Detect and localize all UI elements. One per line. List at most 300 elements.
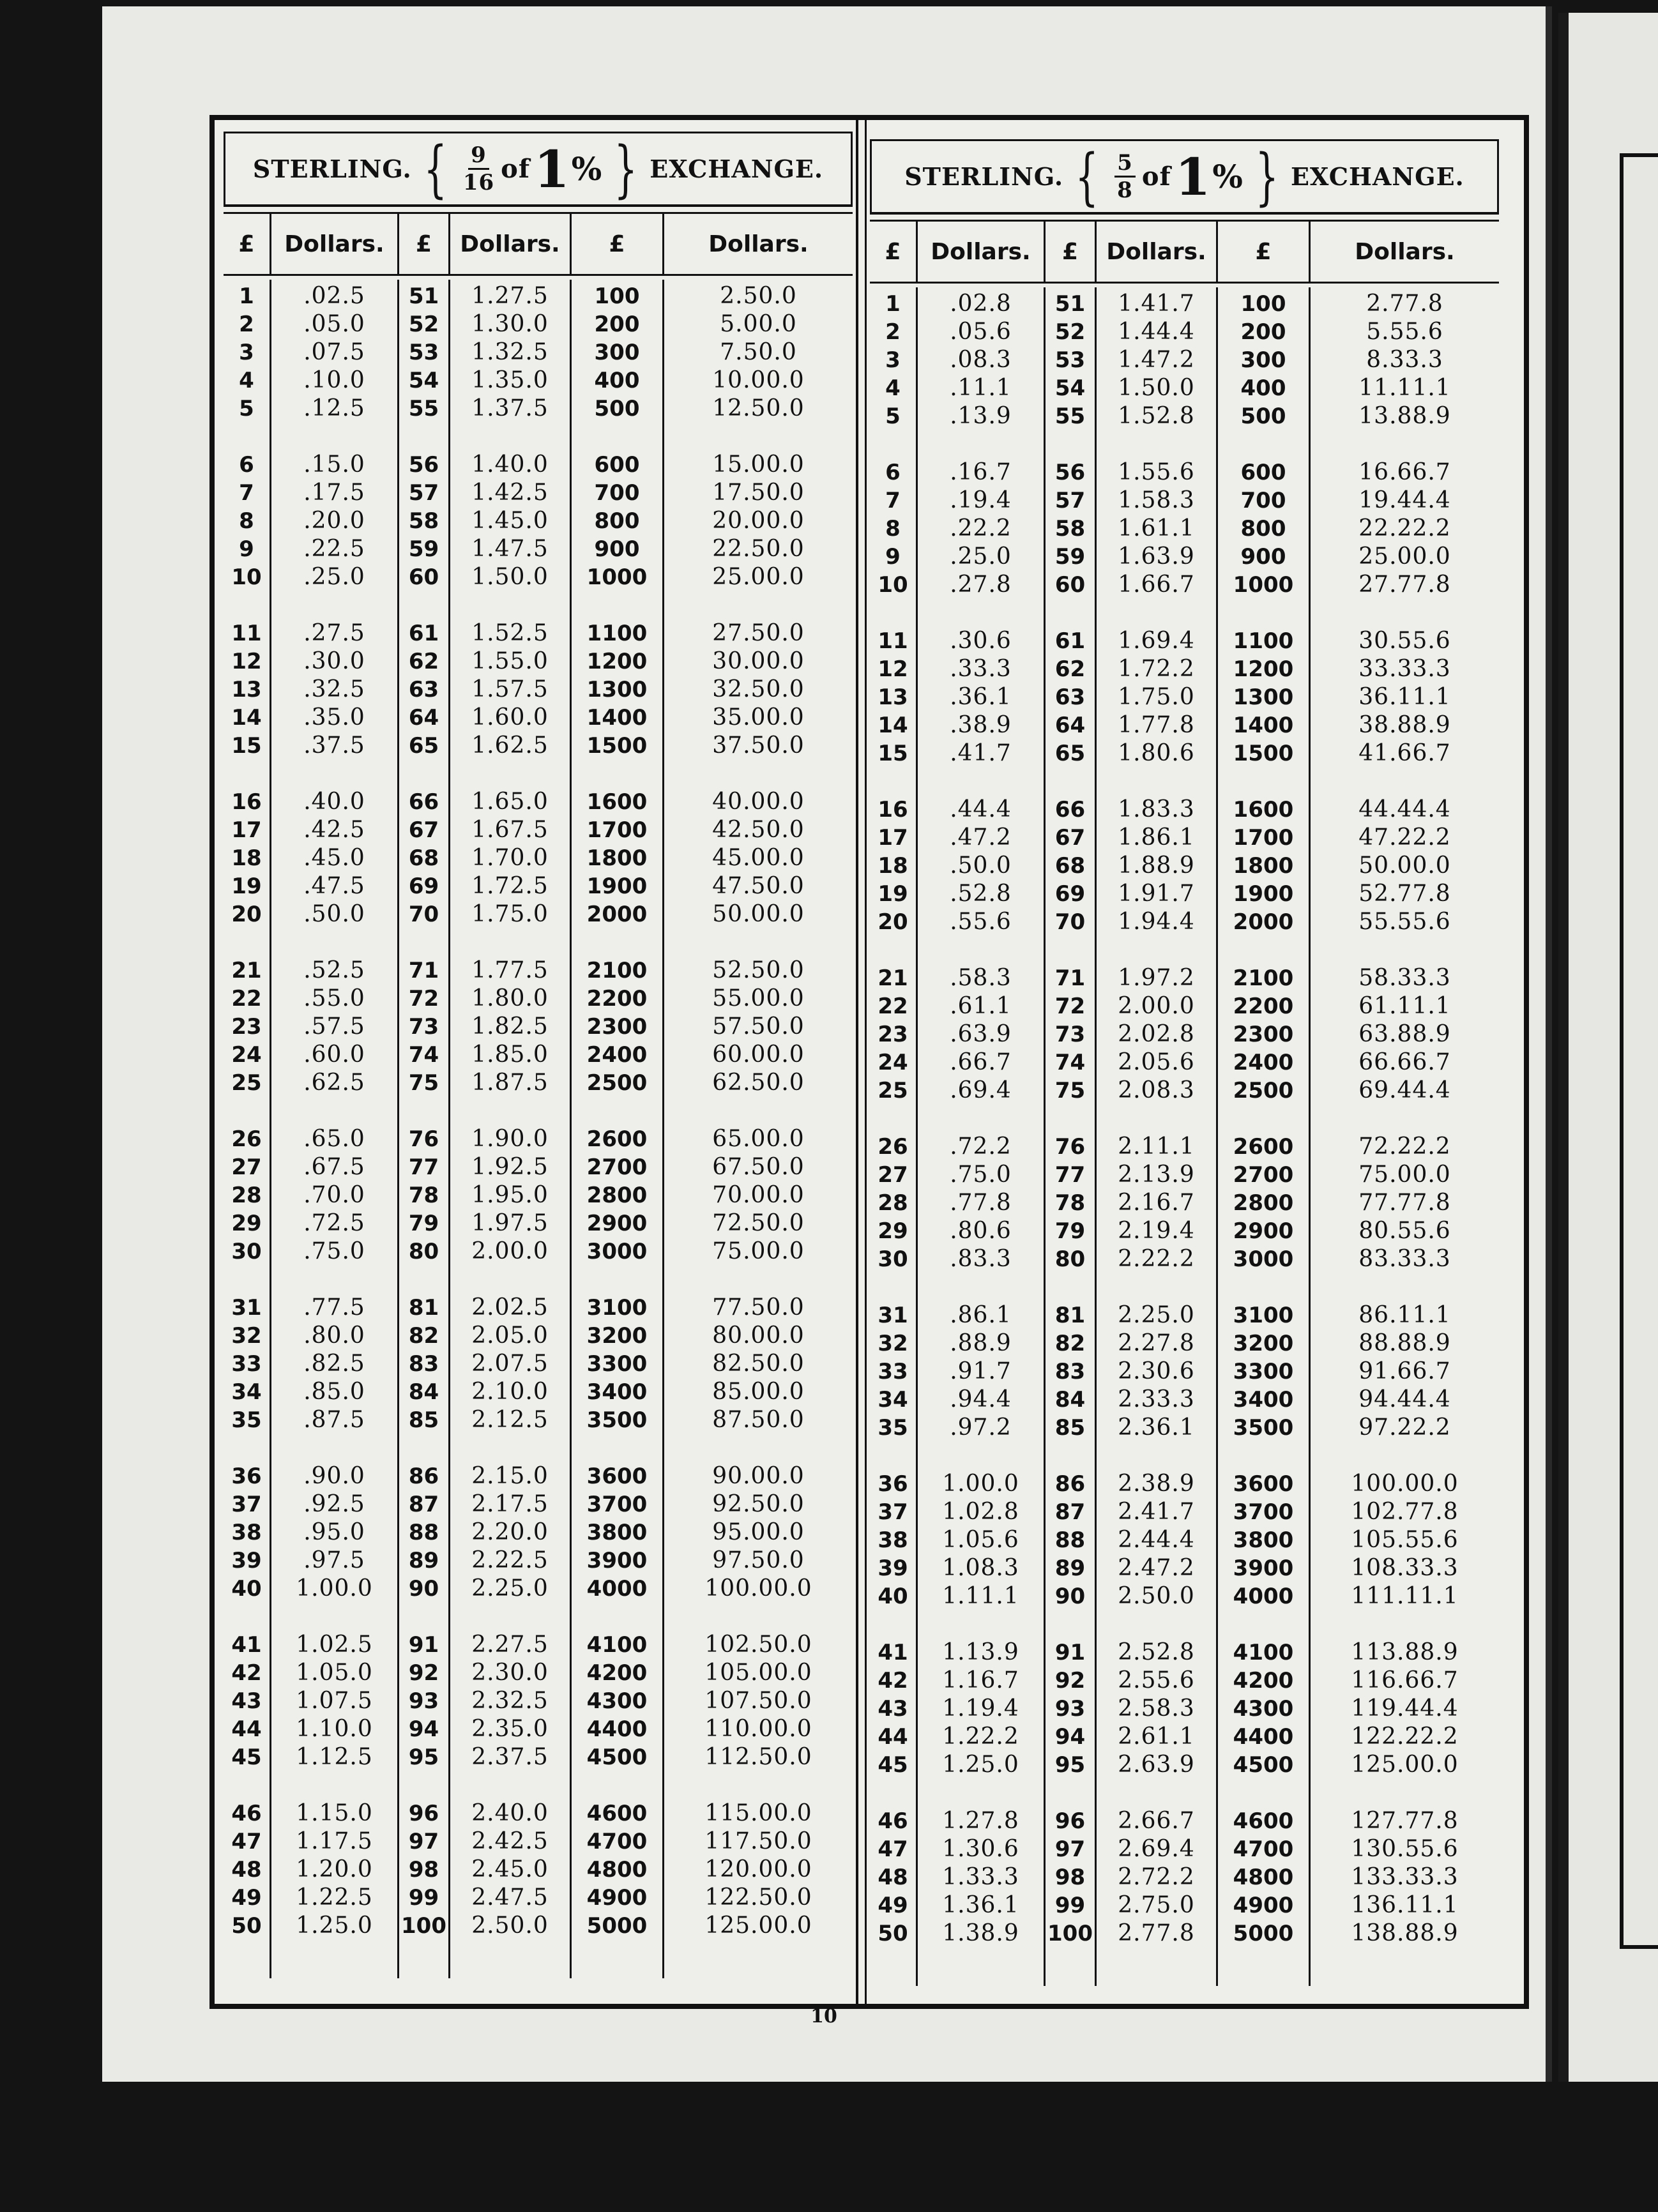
pounds-cell: 4900: [1233, 1893, 1294, 1918]
dollars-cell: .22.2: [950, 515, 1012, 542]
dollars-cell: 1.27.5: [471, 283, 549, 309]
dollars-cell: 2.22.2: [1118, 1246, 1195, 1272]
group-spacer: [399, 1603, 448, 1631]
dollars-cell: 94.44.4: [1358, 1386, 1451, 1413]
group-spacer: [870, 1610, 916, 1639]
dollars-cell: 2.50.0: [1118, 1583, 1195, 1609]
pounds-cell: 4100: [586, 1632, 648, 1658]
pounds-cell: 3900: [586, 1548, 648, 1573]
group-spacer: [224, 760, 270, 788]
pounds-cell: 88: [408, 1520, 439, 1545]
col-header-dollars: Dollars.: [1097, 222, 1218, 282]
pounds-cell: 100: [401, 1913, 446, 1939]
pounds-cell: 29: [231, 1211, 262, 1236]
dollars-cell: .83.3: [950, 1246, 1012, 1272]
dollars-cell: 80.55.6: [1358, 1218, 1451, 1244]
dollars-cell: 2.44.4: [1118, 1527, 1195, 1553]
dollars-cell: 20.00.0: [712, 508, 805, 534]
pounds-cell: 65: [1054, 741, 1086, 766]
fraction-denominator: 16: [462, 170, 495, 195]
dollars-cell: .07.5: [303, 339, 365, 365]
pounds-cell: 45: [231, 1745, 262, 1770]
pounds-cell: 41: [231, 1632, 262, 1658]
pounds-cell: 4200: [1233, 1668, 1294, 1693]
pounds-cell: 92: [408, 1660, 439, 1686]
group-spacer: [1218, 1442, 1309, 1470]
pounds-cell: 5: [239, 396, 254, 421]
group-spacer: [399, 1434, 448, 1462]
pounds-cell: 19: [231, 874, 262, 899]
dollars-cell: .67.5: [303, 1154, 365, 1180]
pounds-cell: 52: [408, 312, 439, 337]
dollars-cell: .41.7: [950, 740, 1012, 766]
pounds-cell: 71: [1054, 966, 1086, 991]
pounds-cell: 1100: [586, 621, 648, 646]
dollars-cell: .72.5: [303, 1210, 365, 1236]
pounds-cell: 1200: [586, 649, 648, 674]
dollars-cell: 2.27.5: [471, 1632, 549, 1658]
dollars-cell: 2.77.8: [1366, 291, 1443, 317]
pounds-cell: 39: [878, 1556, 908, 1581]
dollars-cell: 1.67.5: [471, 817, 549, 843]
dollars-cell: 72.22.2: [1358, 1133, 1451, 1160]
group-spacer: [1097, 1610, 1216, 1639]
dollars-cell: 115.00.0: [704, 1800, 812, 1826]
dollars-cell: 1.05.6: [942, 1527, 1019, 1553]
dollars-cell: 37.50.0: [712, 732, 805, 759]
pounds-cell: 89: [1054, 1556, 1086, 1581]
dollars-cell: 2.22.5: [471, 1547, 549, 1573]
group-spacer: [572, 591, 662, 619]
pounds-cell: 12: [878, 656, 908, 682]
dollars-cell: 1.15.0: [296, 1800, 373, 1826]
pounds-cell: 1500: [586, 733, 648, 759]
exchange-table-9-16: [224, 132, 853, 1990]
pounds-cell: 1100: [1233, 628, 1294, 654]
pounds-cell: 5000: [586, 1913, 648, 1939]
group-spacer: [1046, 768, 1095, 796]
dollars-cell: 2.41.7: [1118, 1499, 1195, 1525]
pounds-cell: 13: [231, 677, 262, 702]
col-header-pounds: £: [572, 214, 664, 274]
group-spacer: [399, 760, 448, 788]
dollars-cell: .77.8: [950, 1190, 1012, 1216]
pounds-cell: 3100: [586, 1295, 648, 1321]
group-spacer: [664, 928, 853, 957]
pounds-cell: 2500: [586, 1070, 648, 1096]
fraction-denominator: 8: [1117, 178, 1133, 203]
pounds-cell: 3300: [1233, 1359, 1294, 1384]
header-prefix: STERLING.: [252, 155, 412, 183]
group-spacer: [450, 760, 570, 788]
dollars-cell: .69.4: [950, 1077, 1012, 1103]
dollars-cell: .58.3: [950, 965, 1012, 991]
pounds-cell: 22: [878, 994, 908, 1019]
dollars-cell: 86.11.1: [1358, 1302, 1451, 1328]
pounds-cell: 67: [408, 817, 439, 843]
group-spacer: [399, 928, 448, 957]
group-spacer: [1097, 1273, 1216, 1301]
pounds-cell: 87: [408, 1492, 439, 1517]
pounds-cell: 32: [231, 1323, 262, 1349]
dollars-cell: 77.50.0: [712, 1294, 805, 1321]
dollars-cell: 1.80.0: [471, 985, 549, 1011]
dollars-column: [918, 287, 1046, 1986]
dollars-cell: 35.00.0: [712, 704, 805, 731]
dollars-cell: .27.8: [950, 572, 1012, 598]
pounds-cell: 97: [408, 1829, 439, 1854]
pounds-cell: 1500: [1233, 741, 1294, 766]
pounds-cell: 4500: [1233, 1752, 1294, 1778]
dollars-cell: 2.25.0: [1118, 1302, 1195, 1328]
pounds-column: [399, 280, 450, 1978]
dollars-cell: 108.33.3: [1351, 1555, 1459, 1581]
dollars-cell: 2.50.0: [471, 1913, 549, 1939]
dollars-cell: 127.77.8: [1351, 1808, 1459, 1834]
pounds-cell: 2100: [1233, 966, 1294, 991]
group-spacer: [224, 1771, 270, 1799]
dollars-cell: 2.77.8: [1118, 1920, 1195, 1946]
pounds-cell: 62: [1054, 656, 1086, 682]
dollars-cell: 1.42.5: [471, 480, 549, 506]
rate-fraction: [1114, 150, 1136, 203]
dollars-cell: 1.33.3: [942, 1864, 1019, 1890]
group-spacer: [271, 423, 397, 451]
group-spacer: [399, 423, 448, 451]
dollars-cell: 63.88.9: [1358, 1021, 1451, 1047]
pounds-cell: 2400: [1233, 1050, 1294, 1075]
group-spacer: [918, 768, 1044, 796]
pounds-cell: 14: [231, 705, 262, 731]
pounds-cell: 43: [231, 1688, 262, 1714]
pounds-cell: 4000: [586, 1576, 648, 1602]
pounds-cell: 74: [408, 1042, 439, 1068]
dollars-cell: 117.50.0: [704, 1828, 812, 1854]
pounds-cell: 44: [231, 1716, 262, 1742]
pounds-cell: 4700: [586, 1829, 648, 1854]
dollars-cell: 5.55.6: [1366, 319, 1443, 345]
pounds-cell: 15: [878, 741, 908, 766]
pounds-cell: 40: [231, 1576, 262, 1602]
pounds-cell: 36: [878, 1471, 908, 1497]
pounds-cell: 4200: [586, 1660, 648, 1686]
dollars-cell: 61.11.1: [1358, 993, 1451, 1019]
dollars-cell: 75.00.0: [712, 1238, 805, 1264]
group-spacer: [664, 1771, 853, 1799]
pounds-cell: 61: [408, 621, 439, 646]
dollars-cell: 97.22.2: [1358, 1414, 1451, 1441]
dollars-cell: 87.50.0: [712, 1407, 805, 1433]
facing-table-edge: [1620, 153, 1658, 1949]
pounds-cell: 63: [1054, 685, 1086, 710]
pounds-cell: 77: [1054, 1162, 1086, 1188]
dollars-cell: 1.50.0: [471, 564, 549, 590]
pounds-cell: 34: [878, 1387, 908, 1413]
pounds-cell: 75: [1054, 1078, 1086, 1103]
dollars-cell: 1.00.0: [942, 1471, 1019, 1497]
pounds-cell: 700: [1240, 488, 1286, 513]
dollars-cell: .63.9: [950, 1021, 1012, 1047]
dollars-cell: 33.33.3: [1358, 656, 1451, 682]
dollars-cell: .70.0: [303, 1182, 365, 1208]
dollars-cell: 82.50.0: [712, 1351, 805, 1377]
group-spacer: [271, 1266, 397, 1294]
pounds-cell: 84: [1054, 1387, 1086, 1413]
group-spacer: [1311, 430, 1499, 458]
pounds-cell: 1400: [586, 705, 648, 731]
dollars-cell: 1.40.0: [471, 451, 549, 478]
pounds-cell: 86: [408, 1464, 439, 1489]
dollars-cell: .30.0: [303, 648, 365, 674]
group-spacer: [1046, 1273, 1095, 1301]
pounds-cell: 48: [878, 1865, 908, 1890]
pounds-cell: 77: [408, 1155, 439, 1180]
group-spacer: [1311, 768, 1499, 796]
pounds-cell: 50: [231, 1913, 262, 1939]
pounds-cell: 82: [408, 1323, 439, 1349]
group-spacer: [224, 928, 270, 957]
pounds-cell: 35: [231, 1407, 262, 1433]
pounds-cell: 4600: [586, 1801, 648, 1826]
pounds-cell: 2300: [1233, 1022, 1294, 1047]
dollars-cell: 44.44.4: [1358, 796, 1451, 822]
dollars-cell: .80.6: [950, 1218, 1012, 1244]
pounds-cell: 57: [408, 480, 439, 506]
pounds-cell: 2200: [586, 986, 648, 1011]
dollars-cell: 47.50.0: [712, 873, 805, 899]
pounds-cell: 2100: [586, 958, 648, 983]
pounds-cell: 79: [408, 1211, 439, 1236]
pounds-cell: 51: [408, 284, 439, 309]
pounds-cell: 27: [878, 1162, 908, 1188]
dollars-cell: 77.77.8: [1358, 1190, 1451, 1216]
dollars-cell: 119.44.4: [1351, 1695, 1459, 1722]
pounds-cell: 66: [1054, 797, 1086, 822]
dollars-cell: .77.5: [303, 1294, 365, 1321]
column-headers: [870, 220, 1499, 284]
pounds-cell: 96: [408, 1801, 439, 1826]
percent-sign: %: [571, 150, 603, 188]
pounds-cell: 80: [408, 1239, 439, 1264]
dollars-cell: 72.50.0: [712, 1210, 805, 1236]
header-of: of: [1141, 162, 1171, 192]
pounds-cell: 600: [594, 452, 640, 478]
dollars-cell: 41.66.7: [1358, 740, 1451, 766]
pounds-cell: 2700: [586, 1155, 648, 1180]
dollars-cell: 22.22.2: [1358, 515, 1451, 542]
dollars-cell: .95.0: [303, 1519, 365, 1545]
pounds-cell: 1000: [586, 564, 648, 590]
pounds-cell: 2800: [586, 1183, 648, 1208]
dollars-cell: .05.0: [303, 311, 365, 337]
dollars-cell: 2.50.0: [720, 283, 797, 309]
pounds-cell: 86: [1054, 1471, 1086, 1497]
dollars-cell: 2.00.0: [1118, 993, 1195, 1019]
pounds-cell: 1800: [1233, 853, 1294, 879]
pounds-cell: 5: [885, 404, 901, 429]
pounds-cell: 1700: [1233, 825, 1294, 851]
pounds-cell: 4100: [1233, 1640, 1294, 1665]
pounds-cell: 53: [1054, 347, 1086, 373]
percent-sign: %: [1212, 158, 1244, 195]
pounds-cell: 1300: [586, 677, 648, 702]
dollars-cell: 55.55.6: [1358, 909, 1451, 935]
pounds-cell: 69: [1054, 881, 1086, 907]
group-spacer: [271, 1434, 397, 1462]
pounds-cell: 2: [885, 319, 901, 345]
dollars-cell: .35.0: [303, 704, 365, 731]
pounds-cell: 2000: [1233, 909, 1294, 935]
pounds-cell: 40: [878, 1584, 908, 1609]
group-spacer: [870, 768, 916, 796]
page-number: 10: [810, 2005, 837, 2027]
pounds-cell: 4: [239, 368, 254, 393]
pounds-cell: 2600: [1233, 1134, 1294, 1160]
dollars-cell: .16.7: [950, 459, 1012, 485]
dollars-cell: 75.00.0: [1358, 1162, 1451, 1188]
pounds-cell: 49: [878, 1893, 908, 1918]
dollars-cell: .80.0: [303, 1322, 365, 1349]
pounds-cell: 89: [408, 1548, 439, 1573]
pounds-cell: 42: [231, 1660, 262, 1686]
dollars-cell: .55.0: [303, 985, 365, 1011]
pounds-cell: 9: [885, 544, 901, 570]
pounds-cell: 1600: [1233, 797, 1294, 822]
group-spacer: [1097, 430, 1216, 458]
pounds-cell: 200: [1240, 319, 1286, 345]
pounds-cell: 3000: [1233, 1246, 1294, 1272]
dollars-cell: 50.00.0: [712, 901, 805, 927]
pounds-cell: 84: [408, 1379, 439, 1405]
pounds-cell: 26: [231, 1126, 262, 1152]
pounds-cell: 78: [408, 1183, 439, 1208]
dollars-cell: 1.47.2: [1118, 347, 1195, 373]
dollars-cell: .97.5: [303, 1547, 365, 1573]
pounds-cell: 3: [885, 347, 901, 373]
group-spacer: [1097, 1779, 1216, 1807]
dollars-cell: 2.40.0: [471, 1800, 549, 1826]
dollars-cell: 22.50.0: [712, 536, 805, 562]
dollars-column: [1097, 287, 1218, 1986]
col-header-dollars: Dollars.: [918, 222, 1046, 282]
group-spacer: [572, 760, 662, 788]
pounds-cell: 83: [1054, 1359, 1086, 1384]
group-spacer: [1218, 1105, 1309, 1133]
pounds-cell: 3800: [1233, 1527, 1294, 1553]
dollars-cell: 1.37.5: [471, 395, 549, 421]
pounds-cell: 56: [408, 452, 439, 478]
group-spacer: [450, 423, 570, 451]
dollars-cell: .45.0: [303, 845, 365, 871]
dollars-cell: .27.5: [303, 620, 365, 646]
dollars-cell: .38.9: [950, 712, 1012, 738]
pounds-cell: 20: [231, 902, 262, 927]
dollars-cell: 1.13.9: [942, 1639, 1019, 1665]
pounds-cell: 4600: [1233, 1808, 1294, 1834]
dollars-cell: .40.0: [303, 789, 365, 815]
dollars-cell: 1.91.7: [1118, 881, 1195, 907]
dollars-cell: .97.2: [950, 1414, 1012, 1441]
dollars-cell: 2.37.5: [471, 1744, 549, 1770]
pounds-cell: 1900: [586, 874, 648, 899]
pounds-cell: 400: [1240, 375, 1286, 401]
dollars-cell: 130.55.6: [1351, 1836, 1459, 1862]
pounds-column: [870, 287, 918, 1986]
group-spacer: [450, 928, 570, 957]
dollars-cell: .87.5: [303, 1407, 365, 1433]
dollars-cell: 2.30.0: [471, 1660, 549, 1686]
pounds-cell: 73: [408, 1014, 439, 1040]
pounds-cell: 70: [1054, 909, 1086, 935]
left-brace-icon: {: [1075, 140, 1099, 213]
pounds-cell: 4400: [586, 1716, 648, 1742]
pounds-cell: 33: [231, 1351, 262, 1377]
pounds-cell: 82: [1054, 1331, 1086, 1356]
pounds-cell: 6: [885, 460, 901, 485]
dollars-cell: 8.33.3: [1366, 347, 1443, 373]
dollars-column: [1311, 287, 1499, 1986]
dollars-cell: 1.50.0: [1118, 375, 1195, 401]
dollars-cell: 122.22.2: [1351, 1723, 1459, 1750]
pounds-cell: 100: [594, 284, 640, 309]
pounds-cell: 70: [408, 902, 439, 927]
dollars-cell: 1.75.0: [1118, 684, 1195, 710]
pounds-cell: 1: [885, 291, 901, 317]
group-spacer: [271, 760, 397, 788]
dollars-cell: .20.0: [303, 508, 365, 534]
group-spacer: [271, 928, 397, 957]
group-spacer: [1046, 936, 1095, 964]
col-header-pounds: £: [1218, 222, 1311, 282]
pounds-cell: 25: [878, 1078, 908, 1103]
pounds-cell: 15: [231, 733, 262, 759]
pounds-cell: 3800: [586, 1520, 648, 1545]
dollars-cell: 1.47.5: [471, 536, 549, 562]
pounds-cell: 62: [408, 649, 439, 674]
pounds-cell: 21: [231, 958, 262, 983]
pounds-cell: 900: [594, 536, 640, 562]
pounds-cell: 22: [231, 986, 262, 1011]
pounds-cell: 3400: [586, 1379, 648, 1405]
header-one: 1: [534, 139, 570, 199]
pounds-cell: 1600: [586, 789, 648, 815]
pounds-cell: 90: [1054, 1584, 1086, 1609]
pounds-cell: 3: [239, 340, 254, 365]
dollars-cell: 2.32.5: [471, 1688, 549, 1714]
fraction-numerator: 5: [1114, 150, 1136, 178]
dollars-cell: 2.52.8: [1118, 1639, 1195, 1665]
dollars-cell: 105.00.0: [704, 1660, 812, 1686]
pounds-cell: 46: [231, 1801, 262, 1826]
dollars-cell: 1.32.5: [471, 339, 549, 365]
pounds-cell: 4700: [1233, 1837, 1294, 1862]
pounds-cell: 2300: [586, 1014, 648, 1040]
pounds-cell: 11: [878, 628, 908, 654]
dollars-cell: .13.9: [950, 403, 1012, 429]
pounds-cell: 38: [878, 1527, 908, 1553]
dollars-cell: 17.50.0: [712, 480, 805, 506]
dollars-cell: 136.11.1: [1351, 1892, 1459, 1918]
pounds-cell: 60: [408, 564, 439, 590]
group-spacer: [1218, 1779, 1309, 1807]
pounds-cell: 2: [239, 312, 254, 337]
pounds-cell: 85: [1054, 1415, 1086, 1441]
pounds-cell: 92: [1054, 1668, 1086, 1693]
group-spacer: [870, 430, 916, 458]
group-spacer: [399, 1771, 448, 1799]
dollars-cell: .08.3: [950, 347, 1012, 373]
pounds-cell: 96: [1054, 1808, 1086, 1834]
